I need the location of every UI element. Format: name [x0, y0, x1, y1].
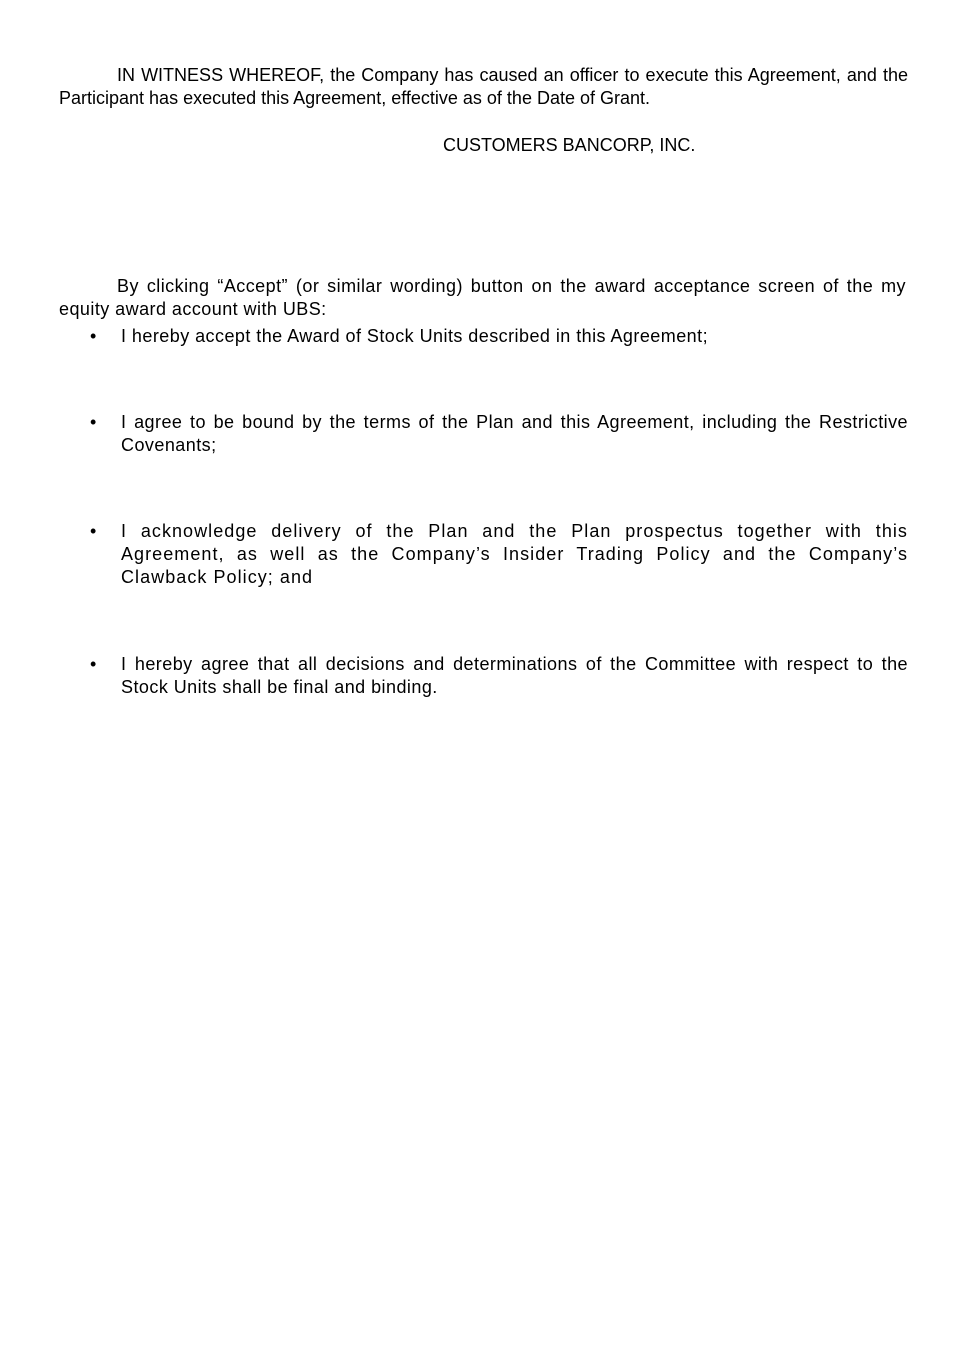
- list-item: [88, 325, 908, 348]
- list-item: [88, 520, 908, 589]
- witness-paragraph: IN WITNESS WHEREOF, the Company has caused an officer to execute this Agreement, and the Participant has executed this Agreement, effective as of the Date of Grant.: [59, 65, 908, 108]
- bullet-icon: •: [90, 654, 97, 674]
- bullet-icon: •: [90, 412, 97, 432]
- list-item: [88, 411, 908, 457]
- list-item-text: I hereby agree that all decisions and determinations of the Committee with respect to the Stock Units shall be final and binding.: [121, 654, 908, 697]
- company-signature-name: CUSTOMERS BANCORP, INC.: [443, 135, 696, 155]
- acceptance-intro-paragraph: By clicking “Accept” (or similar wording) button on the award acceptance screen of the my equity award account with UBS:: [59, 276, 906, 319]
- list-item-text: I agree to be bound by the terms of the Plan and this Agreement, including the Restrictive Covenants;: [121, 412, 908, 455]
- list-item-text: I acknowledge delivery of the Plan and the Plan prospectus together with this Agreement, as well as the Company’s Insider Trading Policy and the Company’s Clawback Policy; and: [121, 521, 908, 587]
- bullet-icon: •: [90, 521, 97, 541]
- list-item-text: I hereby accept the Award of Stock Units described in this Agreement;: [121, 326, 709, 346]
- list-item: [88, 653, 908, 699]
- bullet-icon: •: [90, 326, 97, 346]
